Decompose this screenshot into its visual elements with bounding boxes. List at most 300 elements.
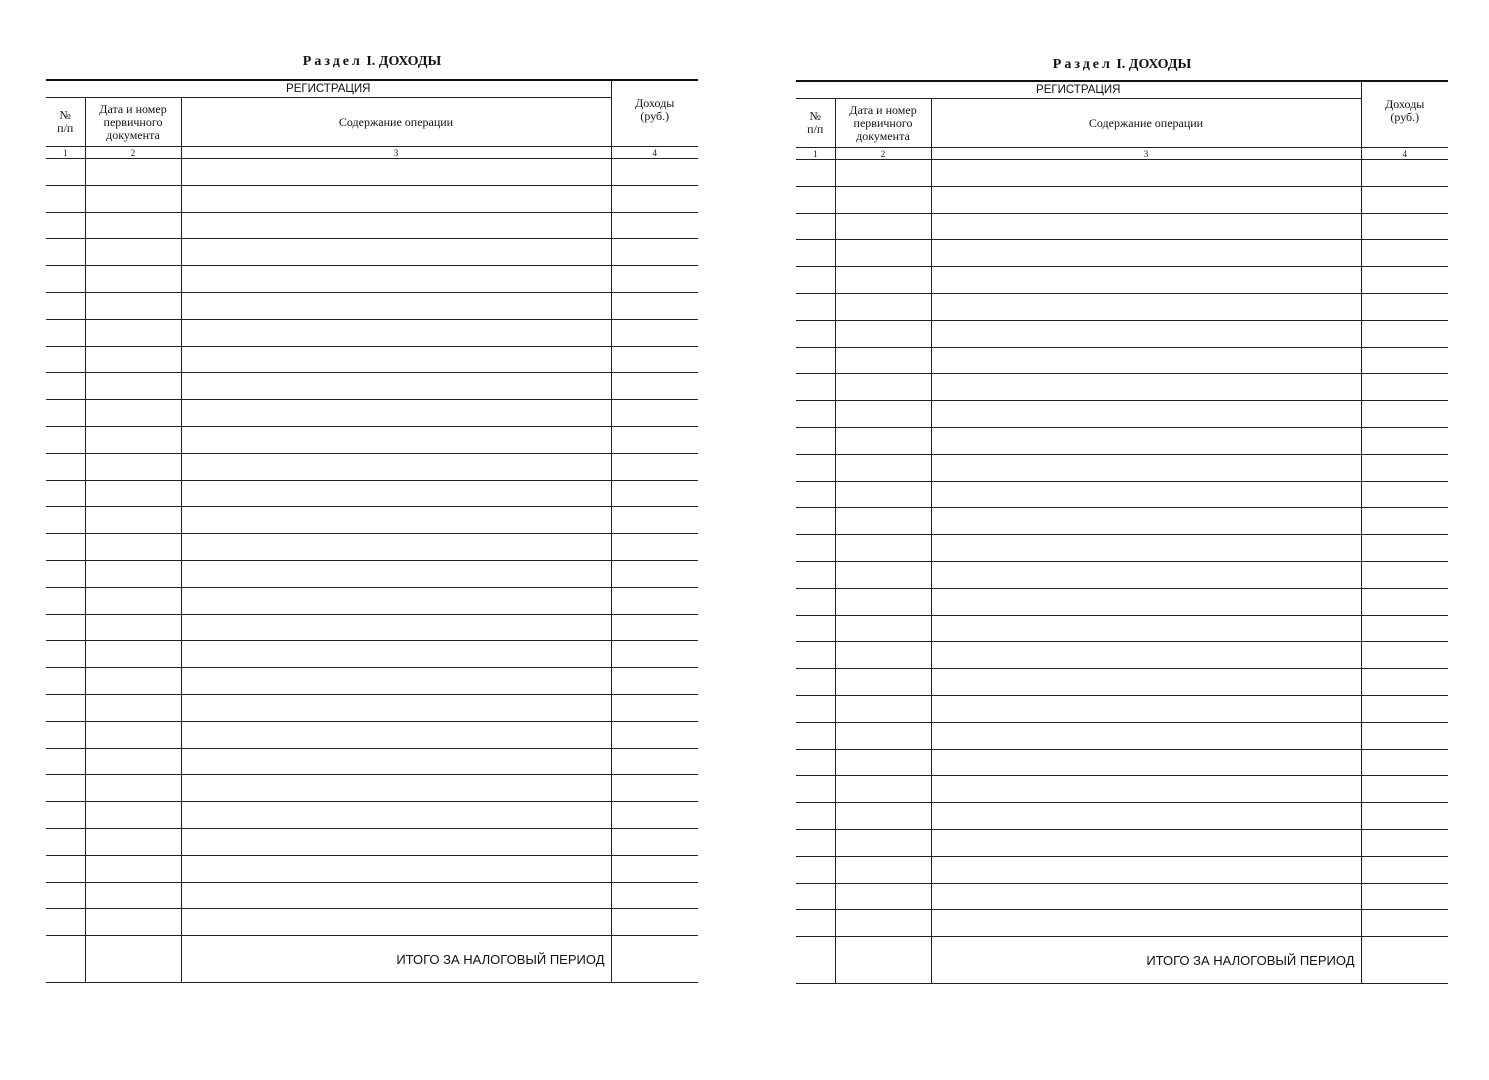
content-cell (181, 400, 611, 427)
number-cell (796, 615, 835, 642)
income-cell (1361, 669, 1448, 696)
content-cell (181, 721, 611, 748)
column-number: 3 (931, 148, 1361, 160)
income-cell (611, 400, 698, 427)
left-page (46, 0, 698, 1080)
number-cell (46, 266, 85, 293)
income-cell (611, 266, 698, 293)
ledger-row (796, 856, 1448, 883)
number-cell (46, 828, 85, 855)
section-title (796, 57, 1448, 73)
date-cell (835, 588, 931, 615)
number-cell (796, 508, 835, 535)
content-cell (181, 319, 611, 346)
ledger-row (796, 454, 1448, 481)
date-cell (85, 534, 181, 561)
content-cell (181, 159, 611, 186)
total-row (46, 936, 698, 983)
income-cell (1361, 454, 1448, 481)
content-cell (181, 480, 611, 507)
date-cell (835, 856, 931, 883)
number-cell (796, 722, 835, 749)
ledger-row (46, 453, 698, 480)
income-cell (1361, 695, 1448, 722)
ledger-row (46, 212, 698, 239)
content-cell (931, 856, 1361, 883)
ledger-row (46, 480, 698, 507)
number-cell (46, 292, 85, 319)
income-ledger-table (796, 80, 1448, 984)
ledger-row (46, 159, 698, 186)
date-cell (835, 267, 931, 294)
number-cell (796, 240, 835, 267)
income-cell (611, 882, 698, 909)
ledger-row (46, 882, 698, 909)
number-cell (46, 694, 85, 721)
ledger-row (46, 346, 698, 373)
content-cell (181, 453, 611, 480)
number-cell (796, 669, 835, 696)
date-cell (85, 802, 181, 829)
content-cell (931, 749, 1361, 776)
number-cell (796, 481, 835, 508)
number-cell (46, 534, 85, 561)
number-cell (46, 587, 85, 614)
number-cell (796, 347, 835, 374)
content-cell (181, 587, 611, 614)
income-cell (1361, 561, 1448, 588)
content-cell (931, 213, 1361, 240)
date-cell (85, 400, 181, 427)
ledger-row (796, 615, 1448, 642)
income-cell (611, 560, 698, 587)
ledger-row (46, 614, 698, 641)
income-cell (1361, 776, 1448, 803)
number-cell (46, 212, 85, 239)
date-cell (835, 695, 931, 722)
date-cell (835, 910, 931, 937)
date-cell (85, 641, 181, 668)
income-cell (1361, 186, 1448, 213)
income-cell (1361, 588, 1448, 615)
date-cell (835, 293, 931, 320)
number-cell (796, 427, 835, 454)
number-cell (796, 588, 835, 615)
ledger-row (796, 669, 1448, 696)
date-cell (835, 642, 931, 669)
content-cell (931, 508, 1361, 535)
income-cell (1361, 427, 1448, 454)
number-cell (46, 721, 85, 748)
income-cell (1361, 293, 1448, 320)
income-cell (611, 855, 698, 882)
content-cell (181, 426, 611, 453)
income-cell (1361, 213, 1448, 240)
ledger-row (796, 642, 1448, 669)
content-cell (931, 374, 1361, 401)
section-title (46, 54, 698, 70)
income-cell (1361, 615, 1448, 642)
content-cell (931, 240, 1361, 267)
number-cell (796, 454, 835, 481)
number-cell (46, 668, 85, 695)
date-cell (835, 213, 931, 240)
registration-header: РЕГИСТРАЦИЯ (46, 80, 611, 98)
number-cell (796, 213, 835, 240)
number-cell (796, 160, 835, 187)
content-column-header: Содержание операции (931, 99, 1361, 148)
income-cell (611, 587, 698, 614)
content-cell (181, 775, 611, 802)
income-column-header: Доходы (руб.) (1361, 81, 1448, 148)
income-cell (611, 748, 698, 775)
ledger-row (796, 776, 1448, 803)
income-cell (611, 426, 698, 453)
total-row (796, 937, 1448, 984)
date-cell (85, 292, 181, 319)
ledger-row (796, 320, 1448, 347)
number-cell (46, 185, 85, 212)
ledger-row (46, 319, 698, 346)
content-cell (181, 641, 611, 668)
ledger-row (796, 803, 1448, 830)
date-cell (85, 828, 181, 855)
date-cell (835, 749, 931, 776)
date-cell (835, 374, 931, 401)
number-cell (46, 453, 85, 480)
date-cell (85, 855, 181, 882)
income-cell (611, 453, 698, 480)
income-cell (611, 641, 698, 668)
income-cell (1361, 481, 1448, 508)
content-cell (181, 882, 611, 909)
income-cell (1361, 267, 1448, 294)
content-cell (931, 669, 1361, 696)
income-cell (611, 534, 698, 561)
number-cell (796, 535, 835, 562)
number-cell (46, 775, 85, 802)
ledger-row (46, 266, 698, 293)
right-page (796, 0, 1448, 1080)
ledger-row (796, 695, 1448, 722)
column-number: 2 (835, 148, 931, 160)
date-cell (85, 882, 181, 909)
content-cell (181, 668, 611, 695)
ledger-row (796, 910, 1448, 937)
total-income-cell (1361, 937, 1448, 984)
income-cell (611, 909, 698, 936)
income-cell (1361, 240, 1448, 267)
content-cell (931, 776, 1361, 803)
content-cell (931, 910, 1361, 937)
content-cell (181, 212, 611, 239)
income-cell (1361, 910, 1448, 937)
content-cell (931, 642, 1361, 669)
date-cell (85, 775, 181, 802)
ledger-row (796, 535, 1448, 562)
ledger-row (796, 401, 1448, 428)
content-cell (931, 320, 1361, 347)
date-cell (835, 535, 931, 562)
ledger-row (46, 748, 698, 775)
date-cell (835, 347, 931, 374)
number-cell (46, 319, 85, 346)
number-cell (796, 776, 835, 803)
ledger-row (796, 267, 1448, 294)
date-cell (85, 587, 181, 614)
column-number: 3 (181, 147, 611, 159)
date-cell (835, 454, 931, 481)
income-cell (611, 775, 698, 802)
content-cell (181, 828, 611, 855)
income-cell (611, 239, 698, 266)
ledger-row (46, 775, 698, 802)
content-cell (181, 292, 611, 319)
number-cell (46, 614, 85, 641)
income-cell (611, 185, 698, 212)
date-cell (835, 722, 931, 749)
number-cell (46, 239, 85, 266)
income-cell (1361, 320, 1448, 347)
ledger-row (796, 186, 1448, 213)
number-cell (46, 480, 85, 507)
content-cell (931, 588, 1361, 615)
content-column-header: Содержание операции (181, 98, 611, 147)
content-cell (931, 293, 1361, 320)
date-cell (835, 160, 931, 187)
ledger-row (46, 855, 698, 882)
income-cell (611, 507, 698, 534)
ledger-row (796, 588, 1448, 615)
number-column-header: № п/п (796, 99, 835, 148)
ledger-row (46, 534, 698, 561)
date-cell (85, 721, 181, 748)
income-cell (1361, 642, 1448, 669)
section-title-name: I. ДОХОДЫ (366, 54, 442, 69)
income-cell (1361, 535, 1448, 562)
content-cell (931, 695, 1361, 722)
income-cell (611, 346, 698, 373)
content-cell (931, 883, 1361, 910)
total-label: ИТОГО ЗА НАЛОГОВЫЙ ПЕРИОД (181, 936, 611, 983)
number-cell (796, 829, 835, 856)
column-number: 2 (85, 147, 181, 159)
number-cell (46, 882, 85, 909)
ledger-row (46, 587, 698, 614)
income-ledger-table (46, 79, 698, 983)
ledger-row (796, 829, 1448, 856)
number-cell (46, 855, 85, 882)
section-title-prefix: Раздел (1052, 57, 1113, 72)
number-cell (796, 695, 835, 722)
column-number: 4 (1361, 148, 1448, 160)
content-cell (181, 534, 611, 561)
income-cell (611, 373, 698, 400)
income-cell (611, 694, 698, 721)
number-cell (796, 293, 835, 320)
ledger-row (796, 240, 1448, 267)
number-cell (796, 910, 835, 937)
date-cell (835, 401, 931, 428)
number-cell (46, 426, 85, 453)
ledger-row (46, 185, 698, 212)
content-cell (931, 160, 1361, 187)
number-cell (796, 642, 835, 669)
ledger-row (46, 641, 698, 668)
content-cell (931, 427, 1361, 454)
date-cell (85, 668, 181, 695)
content-cell (181, 855, 611, 882)
total-number-cell (46, 936, 85, 983)
ledger-row (46, 560, 698, 587)
number-cell (46, 560, 85, 587)
ledger-row (796, 722, 1448, 749)
date-cell (835, 615, 931, 642)
ledger-row (796, 293, 1448, 320)
content-cell (931, 803, 1361, 830)
number-cell (46, 909, 85, 936)
ledger-row (796, 481, 1448, 508)
income-cell (1361, 803, 1448, 830)
number-cell (796, 186, 835, 213)
income-cell (1361, 374, 1448, 401)
content-cell (181, 909, 611, 936)
date-cell (85, 694, 181, 721)
content-cell (181, 239, 611, 266)
income-cell (611, 668, 698, 695)
date-cell (85, 346, 181, 373)
income-cell (611, 212, 698, 239)
date-cell (85, 266, 181, 293)
total-number-cell (796, 937, 835, 984)
content-cell (181, 614, 611, 641)
content-cell (931, 186, 1361, 213)
income-cell (611, 828, 698, 855)
date-cell (85, 614, 181, 641)
ledger-row (796, 347, 1448, 374)
income-cell (1361, 160, 1448, 187)
registration-header: РЕГИСТРАЦИЯ (796, 81, 1361, 99)
date-cell (85, 212, 181, 239)
date-cell (85, 319, 181, 346)
income-cell (1361, 347, 1448, 374)
income-cell (611, 614, 698, 641)
ledger-row (46, 694, 698, 721)
date-cell (835, 481, 931, 508)
income-cell (1361, 508, 1448, 535)
ledger-row (46, 909, 698, 936)
content-cell (931, 267, 1361, 294)
number-cell (46, 748, 85, 775)
date-column-header: Дата и номер первичного документа (85, 98, 181, 147)
ledger-row (796, 213, 1448, 240)
ledger-row (796, 561, 1448, 588)
date-cell (85, 185, 181, 212)
content-cell (931, 829, 1361, 856)
number-cell (796, 374, 835, 401)
date-cell (835, 776, 931, 803)
ledger-row (46, 721, 698, 748)
income-cell (1361, 856, 1448, 883)
ledger-row (46, 239, 698, 266)
date-cell (835, 427, 931, 454)
date-cell (85, 159, 181, 186)
income-cell (1361, 722, 1448, 749)
number-cell (796, 883, 835, 910)
date-column-header: Дата и номер первичного документа (835, 99, 931, 148)
date-cell (835, 240, 931, 267)
date-cell (835, 829, 931, 856)
section-title-name: I. ДОХОДЫ (1116, 57, 1192, 72)
ledger-row (796, 749, 1448, 776)
content-cell (931, 615, 1361, 642)
date-cell (85, 480, 181, 507)
date-cell (85, 507, 181, 534)
date-cell (835, 803, 931, 830)
content-cell (931, 401, 1361, 428)
number-cell (46, 159, 85, 186)
content-cell (181, 507, 611, 534)
ledger-row (796, 374, 1448, 401)
number-cell (796, 401, 835, 428)
ledger-row (46, 292, 698, 319)
number-column-header: № п/п (46, 98, 85, 147)
content-cell (931, 535, 1361, 562)
income-cell (611, 319, 698, 346)
date-cell (835, 320, 931, 347)
date-cell (835, 561, 931, 588)
date-cell (85, 239, 181, 266)
income-cell (611, 159, 698, 186)
content-cell (931, 561, 1361, 588)
date-cell (835, 669, 931, 696)
total-date-cell (835, 937, 931, 984)
content-cell (181, 560, 611, 587)
column-number: 4 (611, 147, 698, 159)
date-cell (85, 426, 181, 453)
ledger-row (46, 668, 698, 695)
ledger-row (46, 507, 698, 534)
ledger-row (46, 373, 698, 400)
income-cell (611, 721, 698, 748)
content-cell (181, 694, 611, 721)
income-cell (611, 802, 698, 829)
content-cell (931, 481, 1361, 508)
content-cell (181, 373, 611, 400)
date-cell (85, 909, 181, 936)
total-income-cell (611, 936, 698, 983)
number-cell (46, 400, 85, 427)
number-cell (796, 267, 835, 294)
number-cell (46, 641, 85, 668)
number-cell (796, 803, 835, 830)
section-title-prefix: Раздел (302, 54, 363, 69)
ledger-row (46, 828, 698, 855)
date-cell (835, 186, 931, 213)
number-cell (46, 346, 85, 373)
income-cell (1361, 883, 1448, 910)
date-cell (85, 453, 181, 480)
income-cell (1361, 401, 1448, 428)
number-cell (46, 373, 85, 400)
content-cell (181, 748, 611, 775)
ledger-row (796, 883, 1448, 910)
content-cell (181, 266, 611, 293)
income-cell (611, 292, 698, 319)
ledger-row (796, 160, 1448, 187)
date-cell (835, 883, 931, 910)
ledger-row (46, 426, 698, 453)
